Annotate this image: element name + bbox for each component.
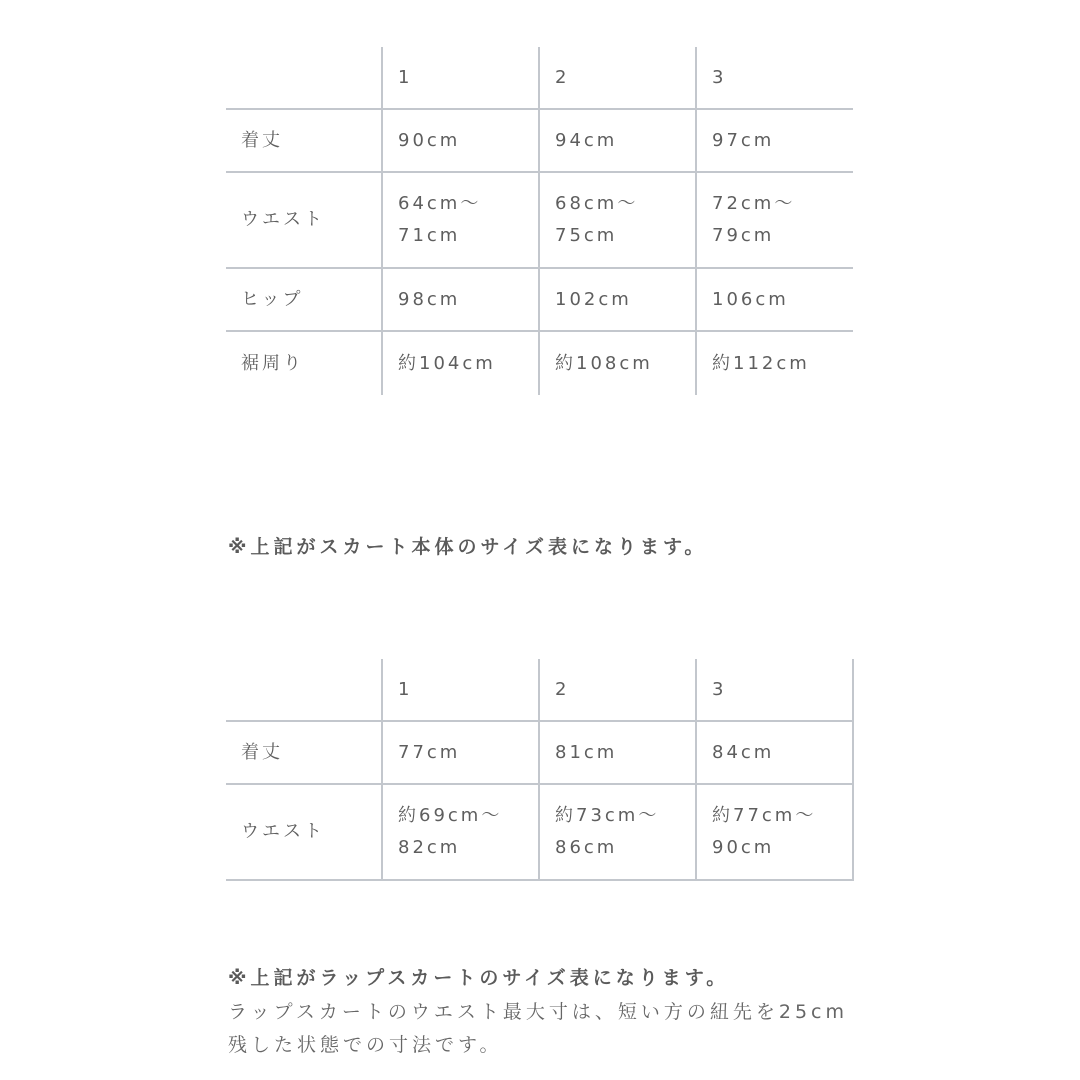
table-header-row — [226, 47, 853, 109]
description-line: ラップスカートのウエスト最大寸は、短い方の紐先を25cm — [228, 1001, 848, 1023]
table-cell: 68cm〜 75cm — [539, 172, 696, 268]
table-cell: 72cm〜 79cm — [696, 172, 853, 268]
header-cell-size-2: 2 — [539, 659, 696, 721]
header-cell-empty — [226, 659, 382, 721]
size-note-wrap-skirt: ※上記がラップスカートのサイズ表になります。 — [228, 967, 730, 989]
table-row-length — [226, 721, 853, 784]
wrap-skirt-waist-description — [228, 996, 868, 1062]
header-cell-size-1: 1 — [382, 659, 539, 721]
table-cell: 84cm — [696, 721, 853, 784]
table-cell: 106cm — [696, 268, 853, 331]
size-note-skirt-body: ※上記がスカート本体のサイズ表になります。 — [228, 536, 708, 558]
table-row-hip — [226, 268, 853, 331]
header-cell-size-3: 3 — [696, 659, 853, 721]
description-line: 残した状態での寸法です。 — [228, 1034, 503, 1056]
table-row-waist — [226, 172, 853, 268]
table-cell: 97cm — [696, 109, 853, 172]
table-cell: 約77cm〜 90cm — [696, 784, 853, 880]
table-cell: 約73cm〜 86cm — [539, 784, 696, 880]
header-cell-size-2: 2 — [539, 47, 696, 109]
table-cell: 90cm — [382, 109, 539, 172]
header-cell-size-3: 3 — [696, 47, 853, 109]
table-row-hem — [226, 331, 853, 395]
size-table-wrap-skirt — [226, 659, 854, 881]
table-cell: 77cm — [382, 721, 539, 784]
table-row-length — [226, 109, 853, 172]
header-cell-size-1: 1 — [382, 47, 539, 109]
table-cell: 81cm — [539, 721, 696, 784]
table-cell: 約108cm — [539, 331, 696, 395]
table-row-waist — [226, 784, 853, 880]
row-label: 着丈 — [226, 721, 382, 784]
size-table-skirt-body — [226, 47, 853, 395]
row-label: ヒップ — [226, 268, 382, 331]
row-label: ウエスト — [226, 172, 382, 268]
table-cell: 64cm〜 71cm — [382, 172, 539, 268]
header-cell-empty — [226, 47, 382, 109]
table-cell: 約69cm〜 82cm — [382, 784, 539, 880]
row-label: 着丈 — [226, 109, 382, 172]
table-cell: 94cm — [539, 109, 696, 172]
table-cell: 約104cm — [382, 331, 539, 395]
table-cell: 約112cm — [696, 331, 853, 395]
row-label: ウエスト — [226, 784, 382, 880]
row-label: 裾周り — [226, 331, 382, 395]
table-cell: 102cm — [539, 268, 696, 331]
table-cell: 98cm — [382, 268, 539, 331]
table-header-row — [226, 659, 853, 721]
